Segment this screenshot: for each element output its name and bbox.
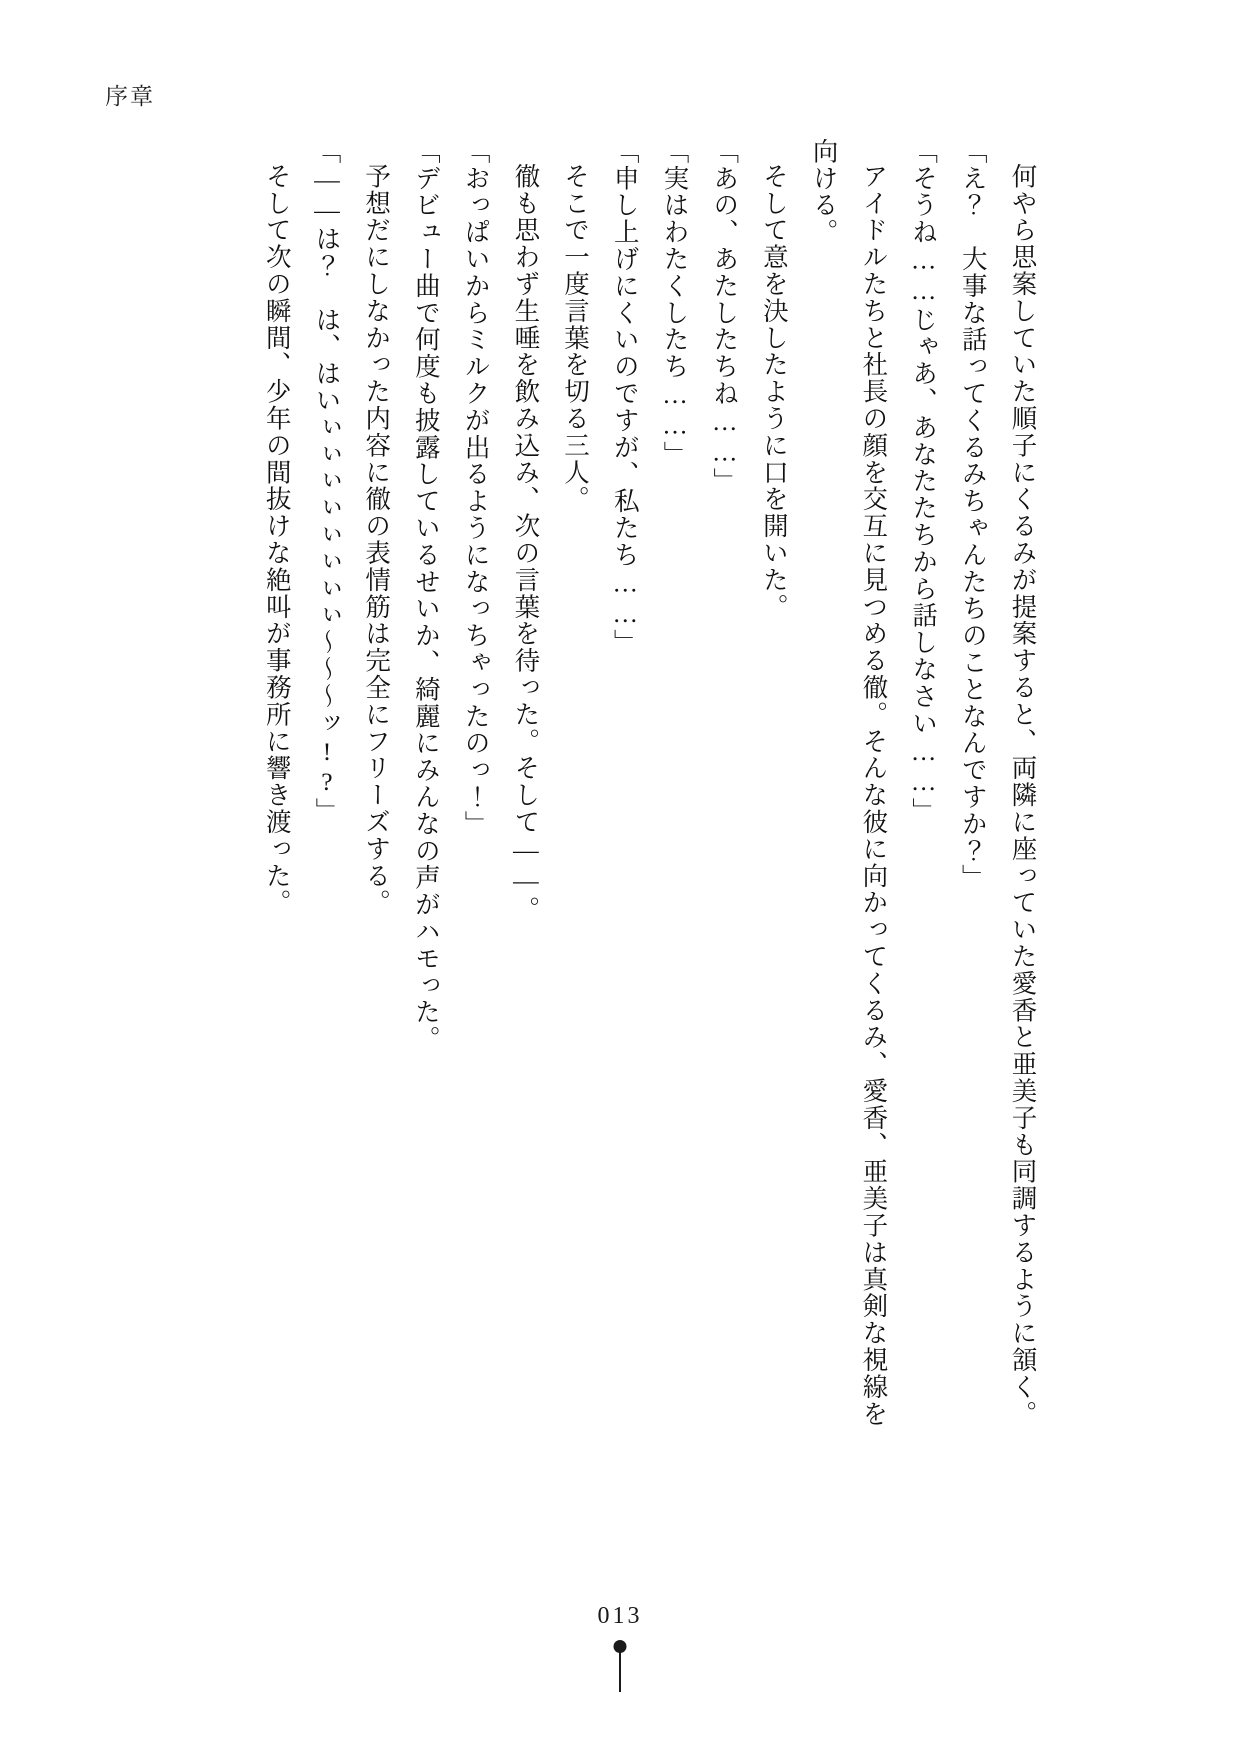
paragraph: 「申し上げにくいのですが、私たち……」 — [610, 138, 640, 657]
paragraph: 「え？ 大事な話ってくるみちゃんたちのことなんですか？」 — [958, 138, 988, 892]
paragraph: 「――は？ は、はいぃぃぃぃぃぃぃぃ～～～ッ!?」 — [312, 138, 342, 825]
paragraph: 「実はわたくしたち……」 — [660, 138, 690, 468]
body-text-area — [252, 138, 1132, 1428]
paragraph: そして意を決したように口を開いた。 — [759, 163, 789, 621]
vertical-text-block — [252, 138, 1048, 1428]
page-number: 013 — [597, 1603, 643, 1629]
paragraph: 「おっぱいからミルクが出るようになっちゃったのっ！」 — [461, 138, 491, 838]
paragraph: アイドルたちと社長の顔を交互に見つめる徹。そんな彼に向かってくるみ、愛香、亜美子は真剣な視線を向ける。 — [809, 138, 889, 1428]
paragraph: そこで一度言葉を切る三人。 — [561, 163, 591, 513]
running-head: 序章 — [105, 84, 155, 109]
paragraph: 「そうね……じゃあ、あなたたちから話しなさい……」 — [909, 138, 939, 825]
paragraph: 何やら思案していた順子にくるみが提案すると、両隣に座っていた愛香と亜美子も同調するように頷く。 — [1008, 163, 1038, 1428]
paragraph: 予想だにしなかった内容に徹の表情筋は完全にフリーズする。 — [362, 163, 392, 917]
paragraph: そして次の瞬間、少年の間抜けな絶叫が事務所に響き渡った。 — [262, 163, 292, 917]
paragraph: 「あの、あたしたちね……」 — [710, 138, 740, 495]
paragraph: 徹も思わず生唾を飲み込み、次の言葉を待った。そして――。 — [511, 163, 541, 924]
folio-ornament-icon — [600, 1640, 640, 1692]
folio-ornament-stem — [619, 1652, 621, 1692]
paragraph: 「デビュー曲で何度も披露しているせいか、綺麗にみんなの声がハモった。 — [411, 138, 441, 1053]
